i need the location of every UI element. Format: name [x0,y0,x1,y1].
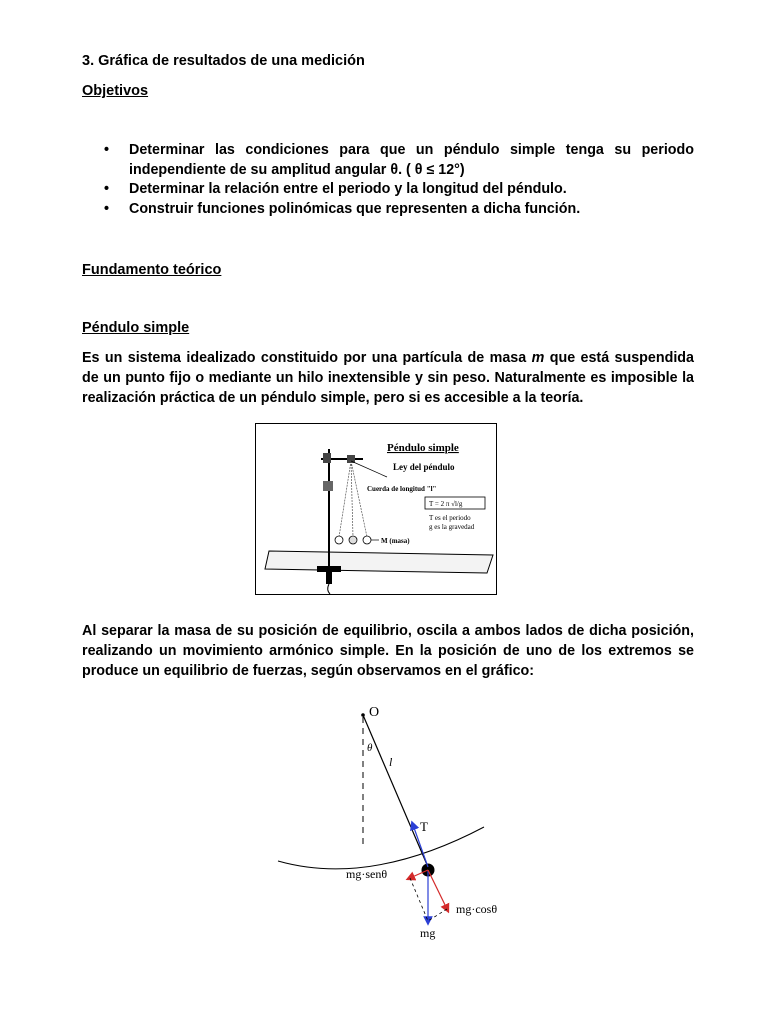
pendulum-definition-paragraph: Es un sistema idealizado constituido por una partícula de masa m que está suspendida de un punto fijo o mediante un hilo inextensible y sin peso. Naturalmente es imposible la realización práctica de un péndulo simple, pero si es accesible a la teoría. [82,350,694,406]
objectives-list [104,141,694,219]
objective-item: • Construir funciones polinómicas que representen a dicha función. [104,200,694,220]
force-diagram-figure [270,695,500,945]
mass-symbol: m [531,350,545,366]
origin-label: O [369,705,380,720]
objectives-heading: Objetivos [82,83,149,99]
figure1-subtitle: Ley del péndulo [393,462,455,472]
figure1-mass-label: M (masa) [381,537,410,545]
tangential-force-label: mg·senθ [346,867,388,881]
pendulum-heading: Péndulo simple [82,320,190,336]
objective-item: • Determinar las condiciones para que un péndulo simple tenga su periodo independiente de su amplitud angular θ. ( θ ≤ 12°) [104,141,694,180]
figure1-title: Péndulo simple [387,442,459,454]
masa-word: masa [489,350,527,366]
figure1-gravity-note: g es la gravedad [429,523,475,531]
figure1-string-label: Cuerda de longitud "l" [367,485,437,493]
objective-item: • Determinar la relación entre el periodo y la longitud del péndulo. [104,180,694,200]
section-title: 3. Gráfica de resultados de una medición [82,53,365,69]
pendulum-apparatus-figure [255,423,497,595]
length-label: l [389,755,393,769]
oscillation-paragraph: Al separar la masa de su posición de equilibrio, oscila a ambos lados de dicha posición, realizando un movimiento armónico simple. En la posición de uno de los extremos se produce un equilibrio de fuerzas, según observamos en el gráfico: [82,623,694,679]
figure1-formula: T = 2 π √l/g [429,500,463,508]
figure1-period-note: T es el periodo [429,514,471,522]
tension-label: T [420,819,428,834]
theory-heading: Fundamento teórico [82,262,222,278]
theta-label: θ [367,742,373,754]
radial-force-label: mg·cosθ [456,902,498,916]
weight-label: mg [420,926,436,940]
